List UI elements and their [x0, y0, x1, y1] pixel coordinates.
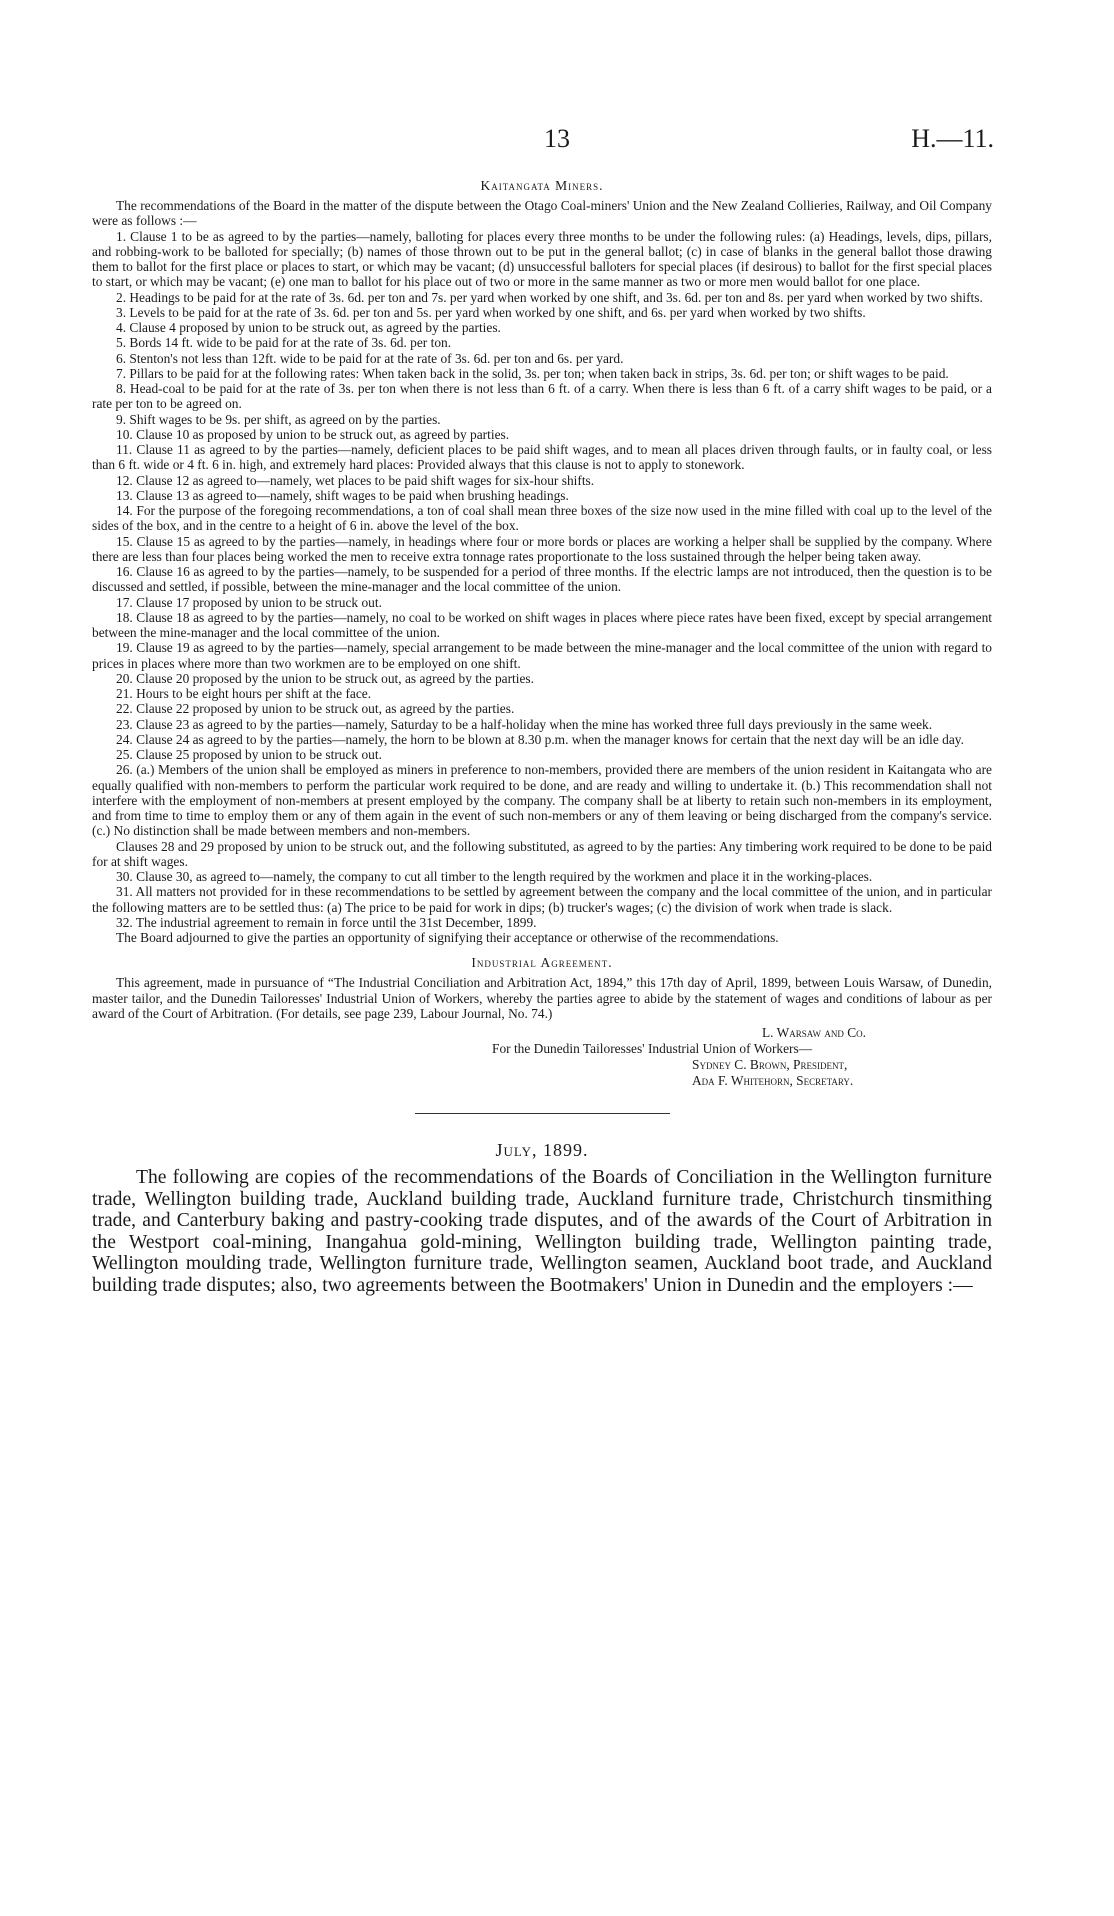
recommendation-item: 23. Clause 23 as agreed to by the parties—namely, Saturday to be a half-holiday when the mine has worked three full days previously in the same week. — [116, 716, 933, 732]
recommendation-item: 1. Clause 1 to be as agreed to by the parties—namely, balloting for places every three months to be under the following rules: (a) Headings, levels, dips, pillars, and robbing-work to be balloted for specially; (b) names of those thrown out to be put in the general ballot; (c) in case of blanks in the general ballot those drawing them to ballot for the first place or places to start, or which may be vacant; (d) unsuccessful balloters for special places (if desirous) to ballot for the first special places to start, or which may be vacant; (e) one man to ballot for his place out of two or more in the same manner as two or more men would ballot for one place. — [92, 228, 992, 290]
recommendation-item: 30. Clause 30, as agreed to—namely, the company to cut all timber to the length required by the workmen and place it in the working-places. — [116, 869, 873, 884]
recommendation-item: 9. Shift wages to be 9s. per shift, as agreed on by the parties. — [116, 411, 441, 427]
page-content — [92, 178, 992, 1296]
employer-signature: L. Warsaw and Co. — [762, 1025, 867, 1040]
recommendation-item: 26. (a.) Members of the union shall be employed as miners in preference to non-members, provided there are members of the union resident in Kaitangata who are equally qualified with non-members to perform the particular work required to be done, and are ready and willing to undertake it. (b.) This recommendation shall not interfere with the employment of non-members at present employed by the company. The company shall be at liberty to retain such non-members in its employment, and from time to time to employ them or any of them again in the event of such non-members or any of them leaving or being discharged from the company's service. (c.) No distinction shall be made between members and non-members. — [92, 762, 992, 839]
recommendation-item: 12. Clause 12 as agreed to—namely, wet places to be paid shift wages for six-hour shifts. — [116, 472, 595, 488]
recommendation-item: Clauses 28 and 29 proposed by union to be struck out, and the following substituted, as agreed to by the parties: Any timbering work required to be done to be paid for at shift wages. — [92, 838, 992, 869]
board-adjournment-note: The Board adjourned to give the parties an opportunity of signifying their acceptance or otherwise of the recommendations. — [116, 930, 779, 945]
page-reference: H.—11. — [911, 124, 994, 153]
recommendation-item: 31. All matters not provided for in these recommendations to be settled by agreement between the company and the local committee of the union, and in particular the following matters are to be settled thus: (a) The price to be paid for work in dips; (b) trucker's wages; (c) the division of work when trade is slack. — [92, 884, 992, 915]
recommendation-item: 10. Clause 10 as proposed by union to be struck out, as agreed by parties. — [116, 426, 510, 442]
recommendation-item: 22. Clause 22 proposed by union to be struck out, as agreed by the parties. — [116, 701, 515, 717]
section-divider — [415, 1113, 670, 1114]
secretary-signature: Ada F. Whitehorn, Secretary. — [692, 1073, 854, 1088]
recommendation-item: 5. Bords 14 ft. wide to be paid for at the rate of 3s. 6d. per ton. — [116, 335, 452, 351]
recommendation-item: 20. Clause 20 proposed by the union to be struck out, as agreed by the parties. — [116, 670, 534, 686]
section-heading-kaitangata-miners: Kaitangata Miners. — [480, 178, 604, 193]
recommendation-item: 6. Stenton's not less than 12ft. wide to be paid for at the rate of 3s. 6d. per ton and 6s. per yard. — [116, 350, 624, 366]
recommendation-item: 25. Clause 25 proposed by union to be struck out. — [116, 747, 382, 762]
signature-block — [492, 1025, 992, 1089]
recommendation-item: 13. Clause 13 as agreed to—namely, shift wages to be paid when brushing headings. — [116, 487, 569, 503]
recommendation-item: 8. Head-coal to be paid for at the rate of 3s. per ton when there is not less than 6 ft. of a carry. When there is less than 6 ft. of a carry shift wages to be paid, or a rate per ton to be agreed on. — [92, 381, 992, 412]
section-intro: The recommendations of the Board in the matter of the dispute between the Otago Coal-miners' Union and the New Zealand Collieries, Railway, and Oil Company were as follows :— — [92, 198, 992, 229]
recommendation-item: 16. Clause 16 as agreed to by the parties—namely, to be suspended for a period of three months. If the electric lamps are not introduced, then the question is to be discussed and settled, if possible, between the mine-manager and the local committee of the union. — [92, 564, 992, 595]
president-signature: Sydney C. Brown, President, — [692, 1057, 848, 1072]
recommendation-item: 19. Clause 19 as agreed to by the parties—namely, special arrangement to be made between the mine-manager and the local committee of the union with regard to prices in places where more than two workmen are to be employed on one shift. — [92, 640, 992, 671]
recommendation-list — [92, 229, 992, 931]
recommendation-item: 11. Clause 11 as agreed to by the parties—namely, deficient places to be paid shift wages, and to mean all places driven through faults, or in faulty coal, or less than 6 ft. wide or 4 ft. 6 in. high, and extremely hard places: Provided always that this clause is not to apply to stonework. — [92, 442, 992, 473]
agreement-body: This agreement, made in pursuance of “The Industrial Conciliation and Arbitration Act, 1894,” this 17th day of April, 1899, between Louis Warsaw, of Dunedin, master tailor, and the Dunedin Tailoresses' Industrial Union of Workers, whereby the parties agree to abide by the statement of wages and conditions of labour as per award of the Court of Arbitration. (For details, see page 239, Labour Journal, No. 74.) — [92, 975, 992, 1021]
recommendation-item: 21. Hours to be eight hours per shift at the face. — [116, 686, 372, 701]
recommendation-item: 2. Headings to be paid for at the rate of 3s. 6d. per ton and 7s. per yard when worked by one shift, and 3s. 6d. per ton and 8s. per yard when worked by two shifts. — [116, 289, 983, 305]
recommendation-item: 32. The industrial agreement to remain in force until the 31st December, 1899. — [116, 914, 537, 930]
month-heading: July, 1899. — [495, 1140, 589, 1160]
page-number: 13 — [544, 124, 570, 153]
recommendation-item: 3. Levels to be paid for at the rate of 3s. 6d. per ton and 5s. per yard when worked by one shift, and 6s. per yard when worked by two shifts. — [116, 304, 866, 320]
recommendation-item: 14. For the purpose of the foregoing recommendations, a ton of coal shall mean three boxes of the size now used in the mine filled with coal up to the level of the sides of the box, and in the centre to a height of 6 in. above the level of the box. — [92, 503, 992, 534]
recommendation-item: 15. Clause 15 as agreed to by the parties—namely, in headings where four or more bords or places are working a helper shall be supplied by the company. Where there are less than four places being worked the men to receive extra tonnage rates proportionate to the loss sustained through the helper being taken away. — [92, 533, 992, 564]
recommendation-item: 18. Clause 18 as agreed to by the parties—namely, no coal to be worked on shift wages in places where piece rates have been fixed, except by special arrangement between the mine-manager and the local committee of the union. — [92, 609, 992, 640]
recommendation-item: 24. Clause 24 as agreed to by the parties—namely, the horn to be blown at 8.30 p.m. when the manager knows for certain that the next day will be an idle day. — [116, 731, 964, 747]
recommendation-item: 4. Clause 4 proposed by union to be struck out, as agreed by the parties. — [116, 320, 501, 335]
recommendation-item: 7. Pillars to be paid for at the following rates: When taken back in the solid, 3s. per ton; when taken back in strips, 3s. 6d. per ton; or shift wages to be paid. — [116, 365, 949, 381]
section-heading-industrial-agreement: Industrial Agreement. — [471, 955, 613, 971]
recommendation-item: 17. Clause 17 proposed by union to be struck out. — [116, 594, 382, 610]
july-intro-paragraph: The following are copies of the recommendations of the Boards of Conciliation in the Wellington furniture trade, Wellington building trade, Auckland building trade, Auckland furniture trade, Christchurch tinsmithing trade, and Canterbury baking and pastry-cooking trade disputes, and of the awards of the Court of Arbitration in the Westport coal-mining, Inangahua gold-mining, Wellington building trade, Wellington painting trade, Wellington moulding trade, Wellington furniture trade, Wellington seamen, Auckland boot trade, and Auckland building trade disputes; also, two agreements between the Bootmakers' Union in Dunedin and the employers :— — [92, 1167, 992, 1296]
union-for-line: For the Dunedin Tailoresses' Industrial Union of Workers— — [492, 1041, 813, 1056]
